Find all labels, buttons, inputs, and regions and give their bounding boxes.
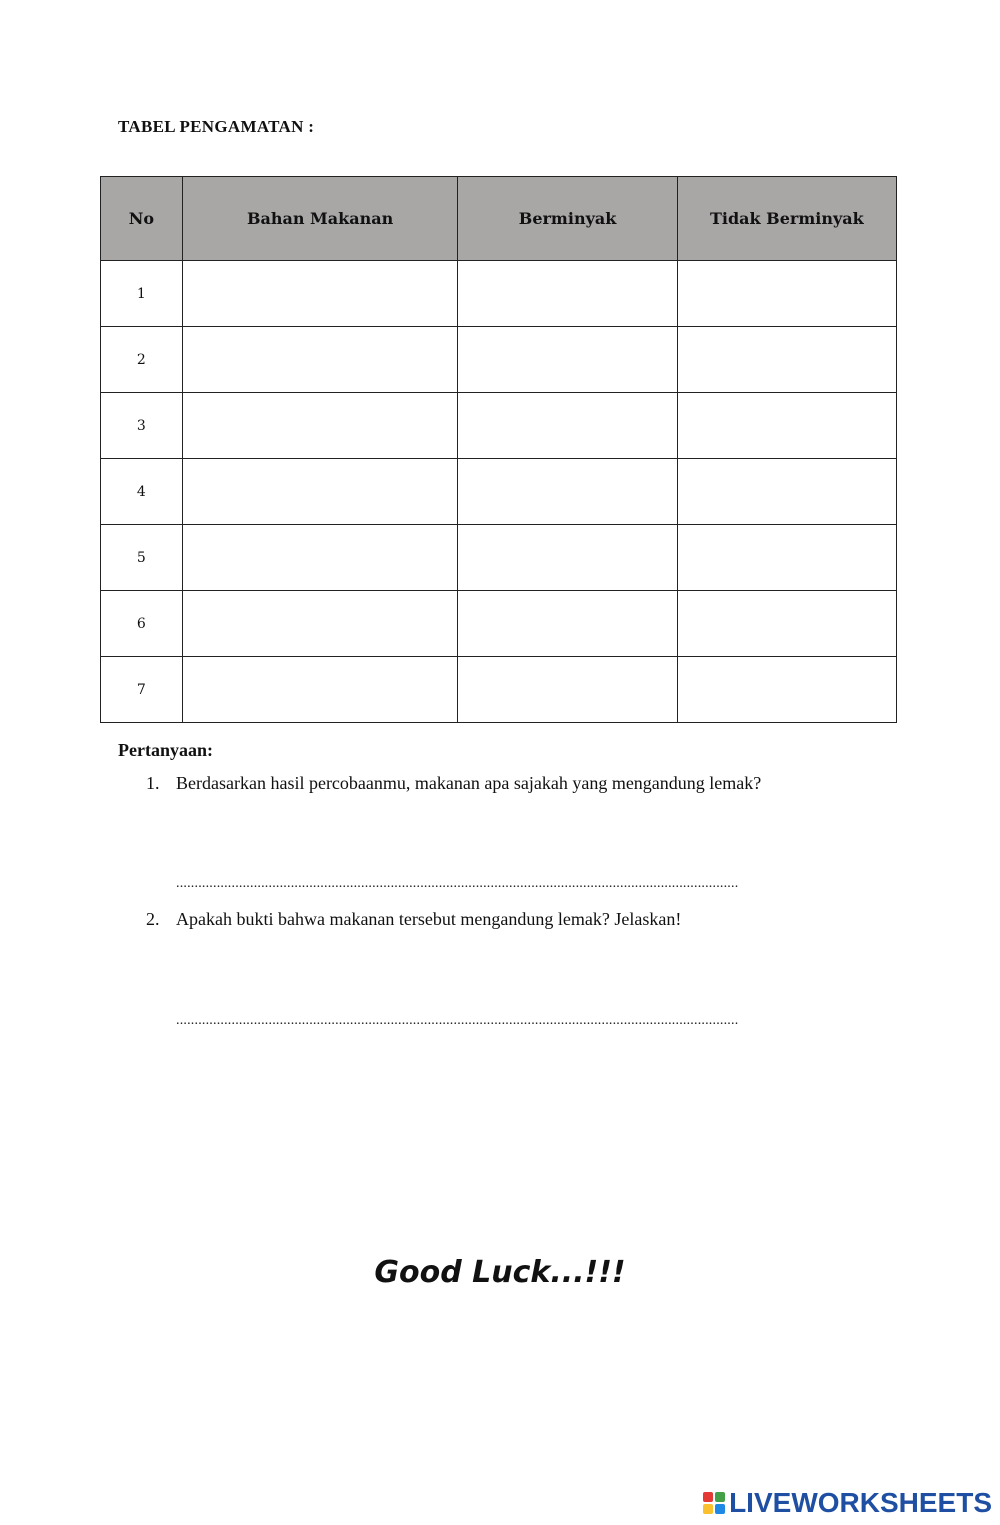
table-row [101,657,897,723]
header-berminyak: Berminyak [458,177,677,261]
tidak-berminyak-cell[interactable] [677,591,896,657]
table-header-row [101,177,897,261]
berminyak-cell[interactable] [458,327,677,393]
bahan-makanan-cell[interactable] [182,657,458,723]
tidak-berminyak-cell[interactable] [677,657,896,723]
question-2 [146,909,846,930]
row-number: 4 [101,459,183,525]
tidak-berminyak-cell[interactable] [677,393,896,459]
answer-line-1[interactable]: ........................................................................................................................................................ [176,876,739,891]
question-number: 2. [146,909,160,929]
berminyak-cell[interactable] [458,393,677,459]
header-bahan-makanan: Bahan Makanan [182,177,458,261]
tidak-berminyak-cell[interactable] [677,525,896,591]
table-row [101,261,897,327]
berminyak-cell[interactable] [458,591,677,657]
table-row [101,525,897,591]
berminyak-cell[interactable] [458,657,677,723]
observation-table [100,176,897,723]
tidak-berminyak-cell[interactable] [677,459,896,525]
tidak-berminyak-cell[interactable] [677,327,896,393]
bahan-makanan-cell[interactable] [182,393,458,459]
berminyak-cell[interactable] [458,525,677,591]
header-tidak-berminyak: Tidak Berminyak [677,177,896,261]
liveworksheets-logo-icon [703,1492,725,1514]
bahan-makanan-cell[interactable] [182,327,458,393]
question-text: Apakah bukti bahwa makanan tersebut mengandung lemak? Jelaskan! [176,909,682,929]
row-number: 2 [101,327,183,393]
closing-message: Good Luck...!!! [374,1255,626,1290]
row-number: 1 [101,261,183,327]
bahan-makanan-cell[interactable] [182,459,458,525]
question-number: 1. [146,773,160,793]
question-text: Berdasarkan hasil percobaanmu, makanan apa sajakah yang mengandung lemak? [176,773,762,793]
berminyak-cell[interactable] [458,261,677,327]
bahan-makanan-cell[interactable] [182,591,458,657]
questions-heading: Pertanyaan: [118,740,213,760]
bahan-makanan-cell[interactable] [182,261,458,327]
brand-watermark [703,1487,992,1519]
header-no: No [101,177,183,261]
brand-name: LIVEWORKSHEETS [729,1487,992,1518]
table-row [101,459,897,525]
tidak-berminyak-cell[interactable] [677,261,896,327]
row-number: 3 [101,393,183,459]
table-row [101,591,897,657]
table-row [101,393,897,459]
row-number: 7 [101,657,183,723]
answer-line-2[interactable]: ........................................................................................................................................................ [176,1013,739,1028]
bahan-makanan-cell[interactable] [182,525,458,591]
row-number: 6 [101,591,183,657]
table-row [101,327,897,393]
berminyak-cell[interactable] [458,459,677,525]
row-number: 5 [101,525,183,591]
page-title: TABEL PENGAMATAN : [118,117,315,136]
question-1 [146,773,846,794]
